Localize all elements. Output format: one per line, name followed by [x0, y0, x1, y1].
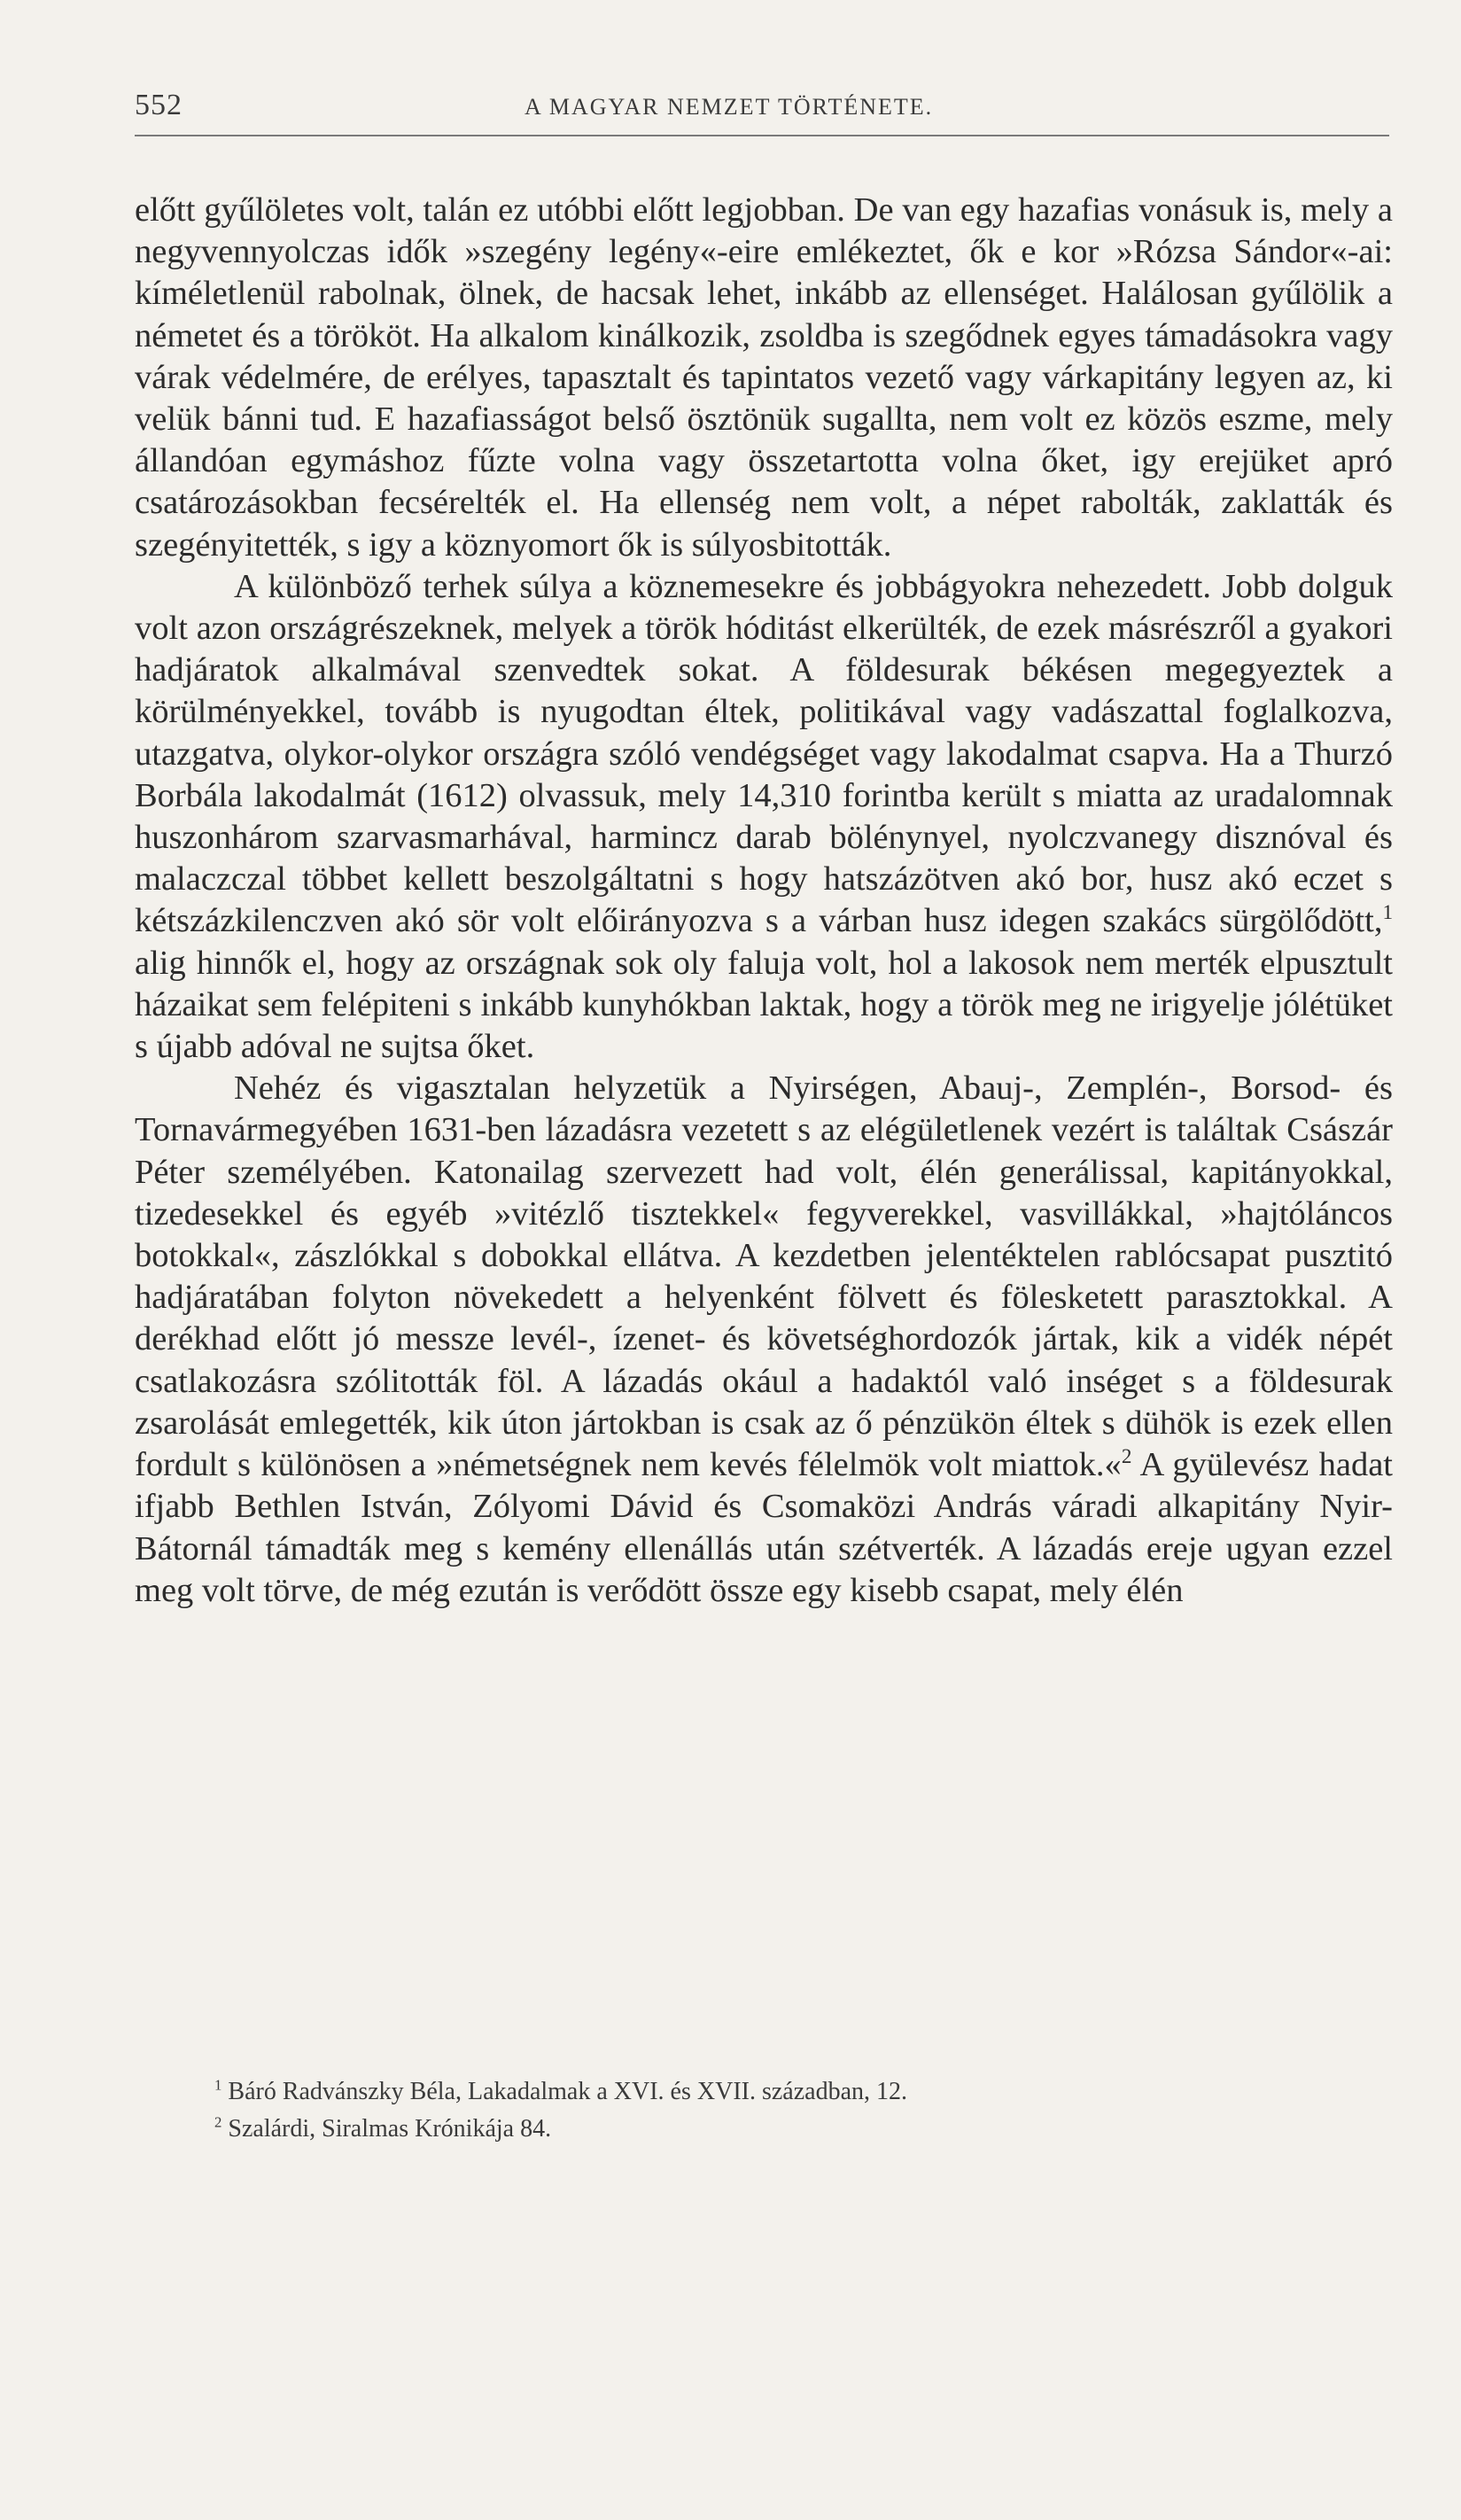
paragraph-text: előtt gyűlöletes volt, talán ez utóbbi előtt legjobban. De van egy hazafias vonásuk is, mely a negyvennyolczas idők »szegény legény«-eire emlékeztet, ők e kor »Rózsa Sándor«-ai: kíméletlenül rabolnak, ölnek, de hacsak lehet, inkább az ellenséget. Halálosan gyűlölik a németet és a törököt. Ha alkalom kinálkozik, zsoldba is szegődnek egyes támadásokra vagy várak védelmére, de erélyes, tapasztalt és tapintatos vezető vagy várkapitány legyen az, ki velük bánni tud. E hazafiasságot belső ösztönük sugallta, nem volt ez közös eszme, mely állandóan egymáshoz fűzte volna vagy összetartotta volna őket, igy erejüket apró csatározásokban fecsérelték el. Ha ellenség nem volt, a népet rabolták, zaklatták és szegényitették, s igy a köznyomort ők is súlyosbitották. — [135, 191, 1393, 564]
footnote-mark: 1 — [214, 2076, 222, 2094]
page-number: 552 — [135, 89, 183, 121]
paragraph-3 — [135, 1068, 1393, 1612]
footnote-mark: 2 — [214, 2113, 222, 2131]
paragraph-text-continued: A gyülevész hadat ifjabb Bethlen István, Zólyomi Dávid és Csomaközi András váradi alkapitány Nyir-Bátornál támadták meg s kemény ellenállás után szétverték. A lázadás ereje ugyan ezzel meg volt törve, de még ezután is verődött össze egy kisebb csapat, mely élén — [135, 1446, 1393, 1609]
paragraph-text: Nehéz és vigasztalan helyzetük a Nyirségen, Abauj-, Zemplén-, Borsod- és Tornavármegyében 1631-ben lázadásra vezetett s az elégületlenek vezért is találtak Császár Péter személyében. Katonailag szervezett had volt, élén generálissal, kapitányokkal, tizedesekkel és egyéb »vitézlő tisztekkel« fegyverekkel, vasvillákkal, »hajtóláncos botokkal«, zászlókkal s dobokkal ellátva. A kezdetben jelentéktelen rablócsapat pusztitó hadjáratában folyton növekedett a helyenként fölvett és fölesketett parasztokkal. A derékhad előtt jó messze levél-, ízenet- és követséghordozók jártak, kik a vidék népét csatlakozásra szólitották föl. A lázadás okául a hadaktól való inséget s a földesurak zsarolását emlegették, kik úton jártokban is csak az ő pénzükön éltek s dühök is ezek ellen fordult s különösen a »németségnek nem kevés félelmök volt miattok.« — [135, 1069, 1393, 1484]
footnote-ref-2[interactable]: 2 — [1121, 1444, 1132, 1468]
paragraph-1 — [135, 190, 1393, 566]
paragraph-text: A különböző terhek súlya a köznemesekre és jobbágyokra nehezedett. Jobb dolguk volt azon országrészeknek, melyek a török hóditást elkerülték, de ezek másrészről a gyakori hadjáratok alkalmával szenvedtek sokat. A földesurak békésen megegyeztek a körülményekkel, tovább is nyugodtan éltek, politikával vagy vadászattal foglalkozva, utazgatva, olykor-olykor országra szóló vendégséget vagy lakodalmat csapva. Ha a Thurzó Borbála lakodalmát (1612) olvassuk, mely 14,310 forintba került s miatta az uradalomnak huszonhárom szarvasmarhával, harmincz darab bölénynyel, nyolczvanegy disznóval és malaczczal többet kellett beszolgáltatni s hogy hatszázötven akó bor, husz akó eczet s kétszázkilenczven akó sör volt előirányozva s a várban husz idegen szakács sürgölődött, — [135, 567, 1393, 940]
page-header — [135, 89, 1389, 133]
footnote-2 — [135, 2111, 1393, 2148]
footnote-ref-1[interactable]: 1 — [1382, 900, 1393, 924]
body-text — [135, 190, 1393, 1612]
footnotes — [135, 2073, 1393, 2148]
running-title: A MAGYAR NEMZET TÖRTÉNETE. — [525, 94, 934, 120]
paragraph-2 — [135, 566, 1393, 1068]
header-rule — [135, 135, 1389, 136]
footnote-1 — [135, 2073, 1393, 2111]
footnote-text: Szalárdi, Siralmas Krónikája 84. — [228, 2115, 552, 2143]
footnote-text: Báró Radvánszky Béla, Lakadalmak a XVI. és XVII. században, 12. — [228, 2078, 907, 2105]
paragraph-text-continued: alig hinnők el, hogy az országnak sok oly faluja volt, hol a lakosok nem merték elpusztult házaikat sem felépiteni s inkább kunyhókban laktak, hogy a török meg ne irigyelje jólétüket s újabb adóval ne sujtsa őket. — [135, 944, 1393, 1066]
